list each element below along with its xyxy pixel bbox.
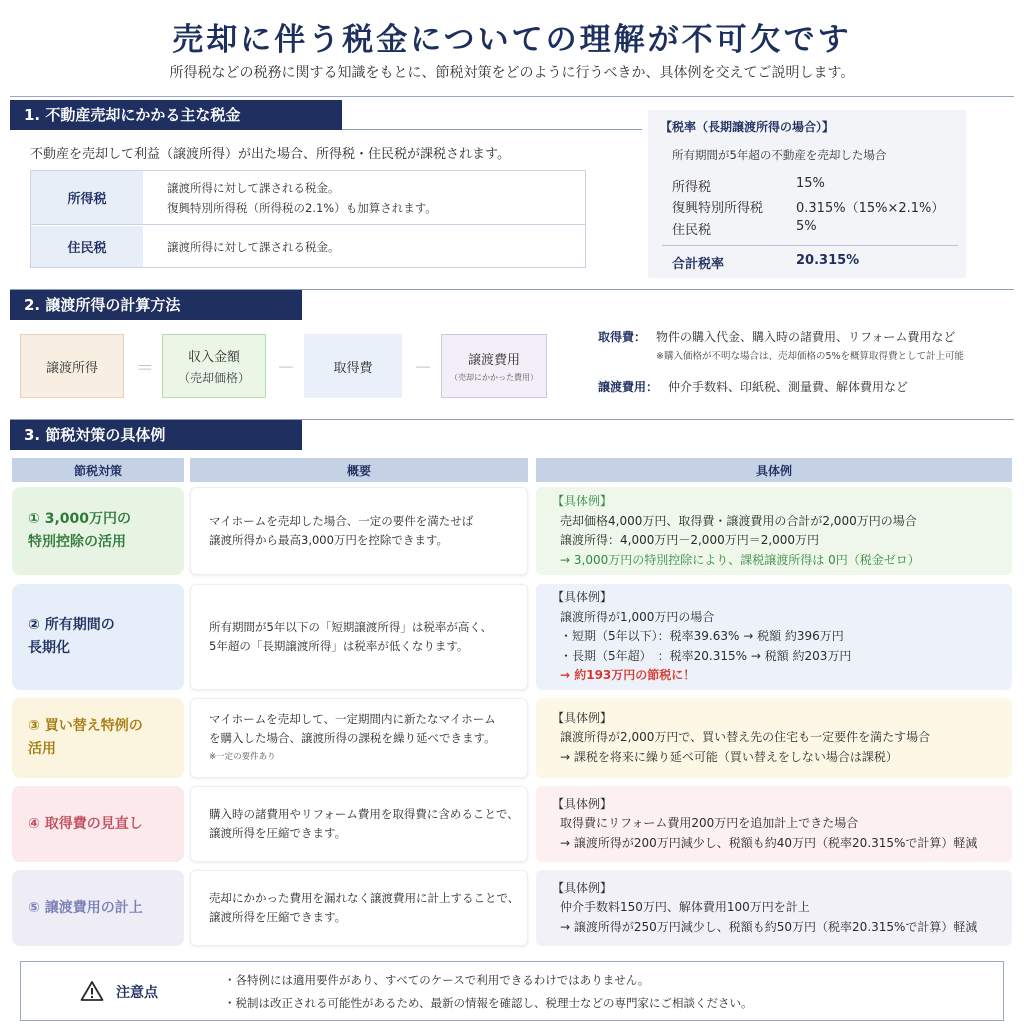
title-divider [10, 96, 1014, 97]
tax-table [30, 170, 586, 268]
tax-rate-title: 【税率（長期譲渡所得の場合）】 [660, 120, 835, 134]
rate-value: 0.315%（15%×2.1%） [796, 201, 945, 216]
column-header-measure: 節税対策 [12, 458, 184, 482]
tax-name: 所得税 [31, 171, 143, 224]
acquisition-cost-note: ※購入価格が不明な場合は、売却価格の5%を概算取得費として計上可能 [656, 351, 965, 362]
transfer-expense-label: 譲渡費用： [598, 380, 659, 394]
tax-description: 譲渡所得に対して課される税金。 復興特別所得税（所得税の2.1%）も加算されます。 [167, 180, 437, 215]
acquisition-cost-label: 取得費： [598, 330, 647, 344]
column-header-example: 具体例 [536, 458, 1012, 482]
page-title: 売却に伴う税金についての理解が不可欠です [172, 22, 852, 58]
example-acquisition-review: 【具体例】 取得費にリフォーム費用200万円を追加計上できた場合 → 譲渡所得が200万円減少し、税額も約40万円（税率20.315%で計算）軽減 [536, 786, 1012, 862]
example-replacement-special: 【具体例】 譲渡所得が2,000万円で、買い替え先の住宅も一定要件を満たす場合 → 課税を将来に繰り延べ可能（買い替えをしない場合は課税） [536, 698, 1012, 778]
rate-value: 5% [796, 219, 817, 234]
measure-transfer-expenses: ⑤ 譲渡費用の計上 [12, 870, 184, 946]
column-header-summary: 概要 [190, 458, 528, 482]
page-subtitle: 所得税などの税務に関する知識をもとに、節税対策をどのように行うべきか、具体例を交えてご説明します。 [169, 65, 855, 81]
total-rate-value: 20.315% [796, 253, 860, 268]
section1-rule [342, 129, 642, 130]
transfer-expense-text: 仲介手数料、印紙税、測量費、解体費用など [668, 380, 909, 394]
rate-label: 復興特別所得税 [672, 201, 764, 216]
summary-acquisition-review: 購入時の諸費用やリフォーム費用を取得費に含めることで、 譲渡所得を圧縮できます。 [190, 786, 528, 862]
section3-heading: 3. 節税対策の具体例 [10, 420, 302, 450]
notice-title: 注意点 [116, 985, 158, 1001]
measure-long-term-holding: ② 所有期間の 長期化 [12, 584, 184, 690]
minus-sign: － [277, 358, 295, 379]
summary-long-term-holding: 所有期間が5年以下の「短期譲渡所得」は税率が高く、 5年超の「長期譲渡所得」は税率が低くなります。 [190, 584, 528, 690]
section1-heading: 1. 不動産売却にかかる主な税金 [10, 100, 342, 130]
formula-transfer-expenses: 譲渡費用 （売却にかかった費用） [441, 334, 547, 398]
section2-heading: 2. 譲渡所得の計算方法 [10, 290, 302, 320]
warning-icon [80, 980, 104, 1002]
formula-acquisition-cost: 取得費 [304, 334, 402, 398]
section1-intro: 不動産を売却して利益（譲渡所得）が出た場合、所得税・住民税が課税されます。 [30, 147, 510, 162]
summary-replacement-special: マイホームを売却して、一定期間内に新たなマイホーム を購入した場合、譲渡所得の課税を繰り延べできます。 ※一定の要件あり [190, 698, 528, 778]
formula-transfer-income: 譲渡所得 [20, 334, 124, 398]
summary-special-deduction: マイホームを売却した場合、一定の要件を満たせば 譲渡所得から最高3,000万円を控除できます。 [190, 487, 528, 575]
notice-box [20, 961, 1004, 1021]
measure-acquisition-review: ④ 取得費の見直し [12, 786, 184, 862]
example-special-deduction: 【具体例】 売却価格4,000万円、取得費・譲渡費用の合計が2,000万円の場合 譲渡所得：4,000万円－2,000万円＝2,000万円 → 3,000万円の特別控除により、課税譲渡所得は 0円（税金ゼロ） [536, 487, 1012, 575]
rate-label: 住民税 [672, 223, 712, 238]
rate-label: 所得税 [672, 180, 712, 195]
summary-transfer-expenses: 売却にかかった費用を漏れなく譲渡費用に計上することで、 譲渡所得を圧縮できます。 [190, 870, 528, 946]
rate-divider [662, 245, 958, 246]
acquisition-cost-text: 物件の購入代金、購入時の諸費用、リフォーム費用など [656, 330, 956, 344]
total-rate-label: 合計税率 [672, 257, 725, 272]
notice-item: ・各特例には適用要件があり、すべてのケースで利用できるわけではありません。 [224, 973, 650, 987]
tax-name: 住民税 [31, 226, 143, 267]
tax-row-resident [31, 226, 585, 267]
example-transfer-expenses: 【具体例】 仲介手数料150万円、解体費用100万円を計上 → 譲渡所得が250万円減少し、税額も約50万円（税率20.315%で計算）軽減 [536, 870, 1012, 946]
measure-special-deduction: ① 3,000万円の 特別控除の活用 [12, 487, 184, 575]
tax-description: 譲渡所得に対して課される税金。 [167, 239, 340, 254]
section3-rule [10, 419, 1014, 420]
section2-rule [10, 289, 1014, 290]
rate-value: 15% [796, 176, 825, 191]
measure-replacement-special: ③ 買い替え特例の 活用 [12, 698, 184, 778]
tax-row-income [31, 171, 585, 225]
tax-rate-condition: 所有期間が5年超の不動産を売却した場合 [672, 148, 887, 162]
example-long-term-holding: 【具体例】 譲渡所得が1,000万円の場合 ・短期（5年以下）：税率39.63% → 税額 約396万円 ・長期（5年超） ：税率20.315% → 税額 約203万円 → 約193万円の節税に！ [536, 584, 1012, 690]
equals-sign: ＝ [136, 358, 154, 379]
formula-income-amount: 収入金額 （売却価格） [162, 334, 266, 398]
notice-item: ・税制は改正される可能性があるため、最新の情報を確認し、税理士などの専門家にご相談ください。 [224, 996, 753, 1010]
minus-sign: － [414, 358, 432, 379]
